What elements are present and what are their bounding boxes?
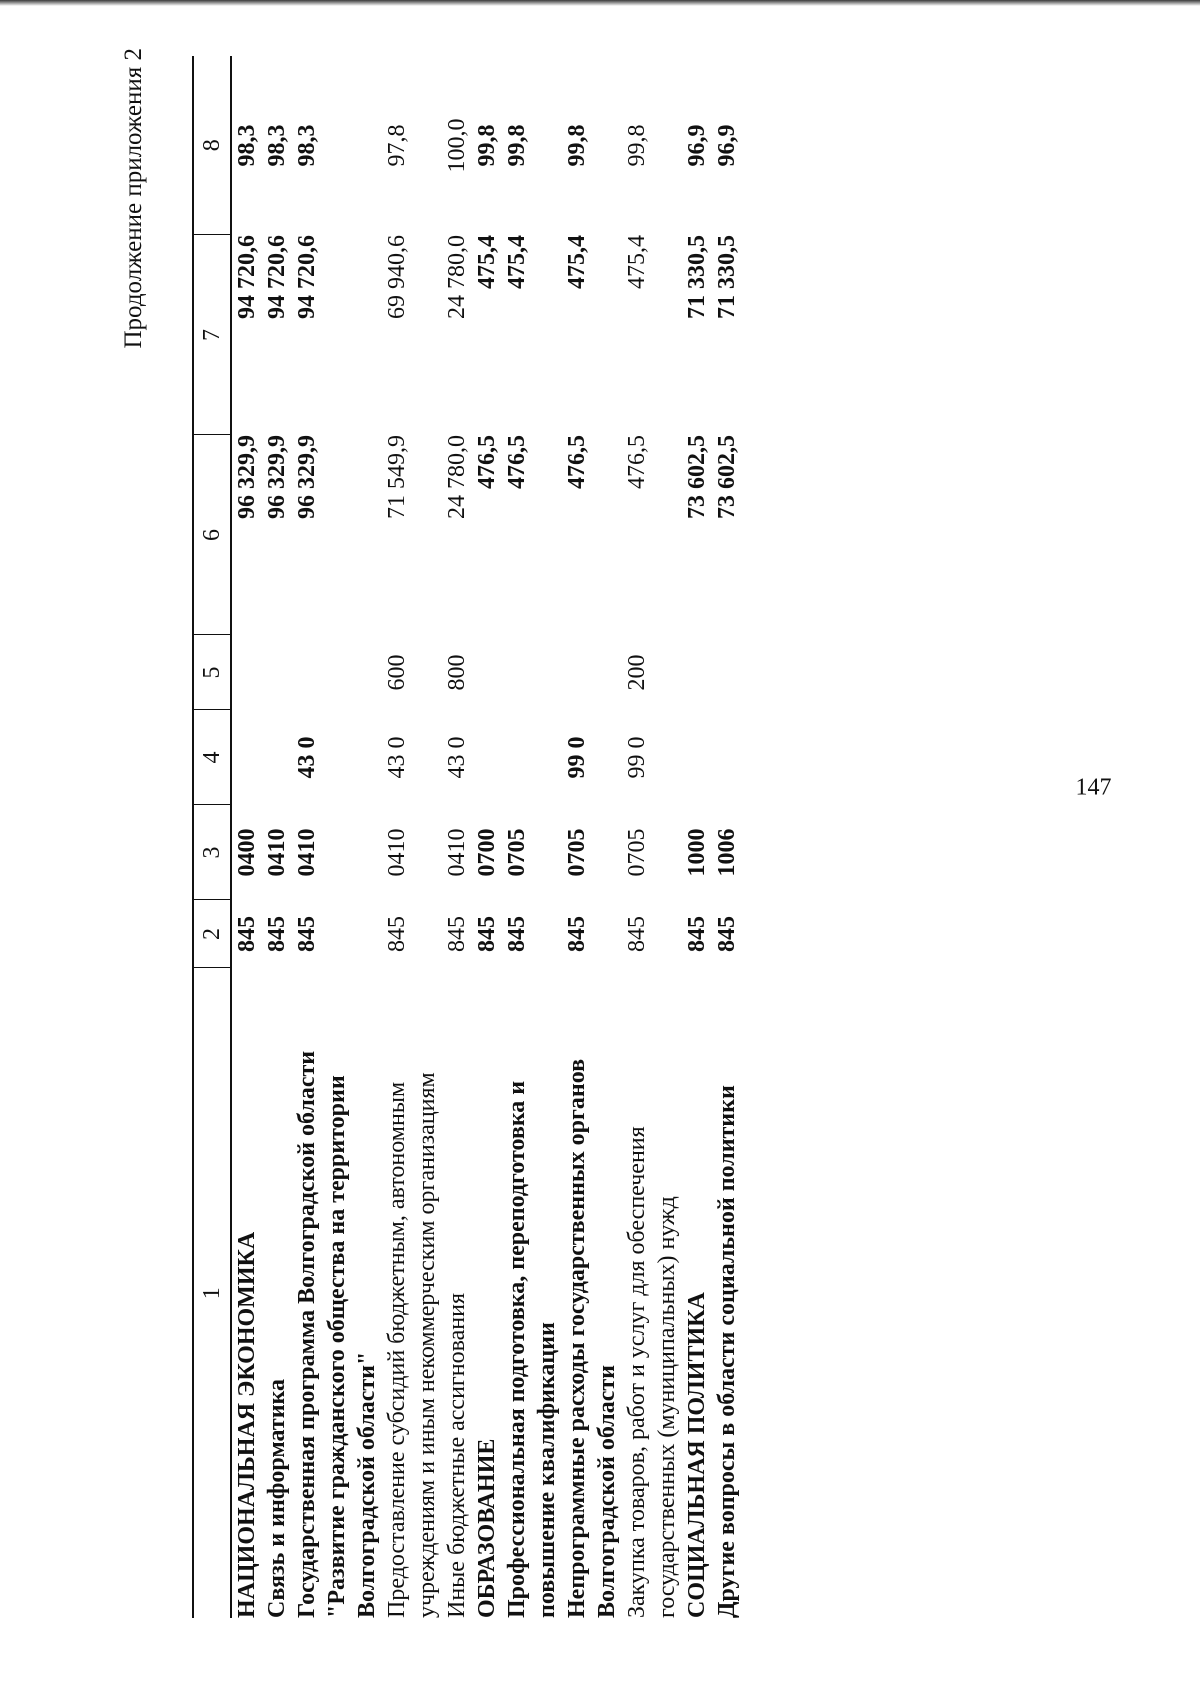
- cell-col-4: [231, 710, 262, 805]
- row-name: Закупка товаров, работ и услуг для обеспечения государственных (муниципальных) нужд: [624, 1126, 680, 1618]
- column-header: 8: [193, 56, 231, 235]
- cell-col-6: 96 329,9: [234, 435, 260, 519]
- row-name: Профессиональная подготовка, переподготовка и повышение квалификации: [504, 1080, 560, 1618]
- table-row: [712, 56, 742, 1618]
- row-name: Другие вопросы в области социальной политики: [714, 1085, 740, 1618]
- cell-col-6: 476,5: [564, 435, 590, 489]
- cell-col-2: 845: [504, 916, 530, 952]
- row-name: Непрограммные расходы государственных органов Волгоградской области: [564, 1058, 620, 1618]
- cell-col-5: 600: [384, 654, 410, 691]
- cell-col-8: 96,9: [684, 124, 710, 167]
- table-row: [292, 56, 382, 1618]
- cell-col-4: [262, 710, 292, 805]
- cell-col-8: 100,0: [444, 118, 470, 173]
- cell-col-4: [502, 710, 562, 805]
- cell-col-6: 476,5: [504, 435, 530, 489]
- cell-col-5: [562, 635, 622, 710]
- cell-col-3: 0410: [384, 828, 410, 877]
- cell-col-8: 99,8: [564, 124, 590, 167]
- table-row: [382, 56, 442, 1618]
- cell-col-3: 0705: [504, 828, 530, 877]
- column-header: 6: [193, 435, 231, 635]
- table-row: [682, 56, 712, 1618]
- cell-col-4: 99 0: [624, 736, 650, 779]
- cell-col-7: 475,4: [624, 235, 650, 289]
- cell-col-2: 845: [564, 916, 590, 952]
- column-header: 4: [193, 710, 231, 805]
- page-number: 147: [1075, 774, 1112, 801]
- cell-col-6: 73 602,5: [714, 435, 740, 519]
- cell-col-7: 71 330,5: [684, 235, 710, 319]
- table-row: [472, 56, 502, 1618]
- cell-col-5: [712, 635, 742, 710]
- cell-col-5: [231, 635, 262, 710]
- cell-col-8: 97,8: [384, 124, 410, 167]
- column-header: 3: [193, 805, 231, 900]
- budget-table: [192, 56, 742, 1618]
- table-row: [262, 56, 292, 1618]
- cell-col-6: 96 329,9: [294, 435, 320, 519]
- cell-col-5: [262, 635, 292, 710]
- cell-col-2: 845: [714, 916, 740, 952]
- cell-col-3: 0700: [474, 828, 500, 877]
- cell-col-6: 73 602,5: [684, 435, 710, 519]
- column-header: 5: [193, 635, 231, 710]
- cell-col-6: 476,5: [624, 435, 650, 489]
- cell-col-4: 99 0: [564, 736, 590, 779]
- cell-col-2: 845: [384, 916, 410, 952]
- cell-col-8: 96,9: [714, 124, 740, 167]
- cell-col-2: 845: [294, 916, 320, 952]
- cell-col-4: 43 0: [384, 736, 410, 779]
- cell-col-4: 43 0: [444, 736, 470, 779]
- cell-col-8: 98,3: [294, 124, 320, 167]
- cell-col-3: 1006: [714, 828, 740, 877]
- cell-col-5: 200: [624, 654, 650, 691]
- column-header: 7: [193, 235, 231, 435]
- table-row: [502, 56, 562, 1618]
- row-name: ОБРАЗОВАНИЕ: [474, 1438, 500, 1618]
- row-name: Государственная программа Волгоградской области "Развитие гражданского общества на территории Волгоградской области": [294, 1050, 380, 1618]
- column-header: 2: [193, 900, 231, 968]
- continuation-label: Продолжение приложения 2: [120, 48, 147, 349]
- row-name: Иные бюджетные ассигнования: [444, 1293, 470, 1618]
- cell-col-5: [682, 635, 712, 710]
- column-header: 1: [193, 968, 231, 1618]
- cell-col-6: 24 780,0: [444, 435, 470, 519]
- cell-col-2: 845: [474, 916, 500, 952]
- cell-col-7: 475,4: [564, 235, 590, 289]
- cell-col-3: 0410: [264, 828, 290, 877]
- cell-col-3: 0410: [444, 828, 470, 877]
- cell-col-8: 98,3: [234, 124, 260, 167]
- table-row: [622, 56, 682, 1618]
- row-name: Связь и информатика: [264, 1378, 290, 1618]
- cell-col-3: 0410: [294, 828, 320, 877]
- cell-col-6: 71 549,9: [384, 435, 410, 519]
- table-row: [562, 56, 622, 1618]
- cell-col-7: 475,4: [474, 235, 500, 289]
- cell-col-2: 845: [624, 916, 650, 952]
- cell-col-5: 800: [444, 654, 470, 691]
- cell-col-7: 24 780,0: [444, 235, 470, 319]
- table-row: [231, 56, 262, 1618]
- cell-col-7: 94 720,6: [264, 235, 290, 319]
- cell-col-3: 0705: [564, 828, 590, 877]
- header-row: [193, 56, 231, 1618]
- cell-col-2: 845: [444, 916, 470, 952]
- cell-col-5: [472, 635, 502, 710]
- cell-col-4: [472, 710, 502, 805]
- cell-col-5: [502, 635, 562, 710]
- cell-col-7: 94 720,6: [234, 235, 260, 319]
- cell-col-2: 845: [264, 916, 290, 952]
- cell-col-7: 475,4: [504, 235, 530, 289]
- cell-col-3: 1000: [684, 828, 710, 877]
- cell-col-4: [712, 710, 742, 805]
- row-name: НАЦИОНАЛЬНАЯ ЭКОНОМИКА: [234, 1231, 260, 1618]
- row-name: СОЦИАЛЬНАЯ ПОЛИТИКА: [684, 1292, 710, 1618]
- cell-col-8: 99,8: [624, 124, 650, 167]
- row-name: Предоставление субсидий бюджетным, автономным учреждениям и иным некоммерческим организациям: [384, 1072, 440, 1618]
- cell-col-2: 845: [234, 916, 260, 952]
- cell-col-5: [292, 635, 382, 710]
- cell-col-6: 96 329,9: [264, 435, 290, 519]
- cell-col-3: 0705: [624, 828, 650, 877]
- cell-col-7: 69 940,6: [384, 235, 410, 319]
- cell-col-4: 43 0: [294, 736, 320, 779]
- cell-col-3: 0400: [234, 828, 260, 877]
- cell-col-2: 845: [684, 916, 710, 952]
- cell-col-4: [682, 710, 712, 805]
- cell-col-7: 94 720,6: [294, 235, 320, 319]
- cell-col-7: 71 330,5: [714, 235, 740, 319]
- cell-col-8: 98,3: [264, 124, 290, 167]
- cell-col-6: 476,5: [474, 435, 500, 489]
- cell-col-8: 99,8: [474, 124, 500, 167]
- cell-col-8: 99,8: [504, 124, 530, 167]
- table-row: [442, 56, 472, 1618]
